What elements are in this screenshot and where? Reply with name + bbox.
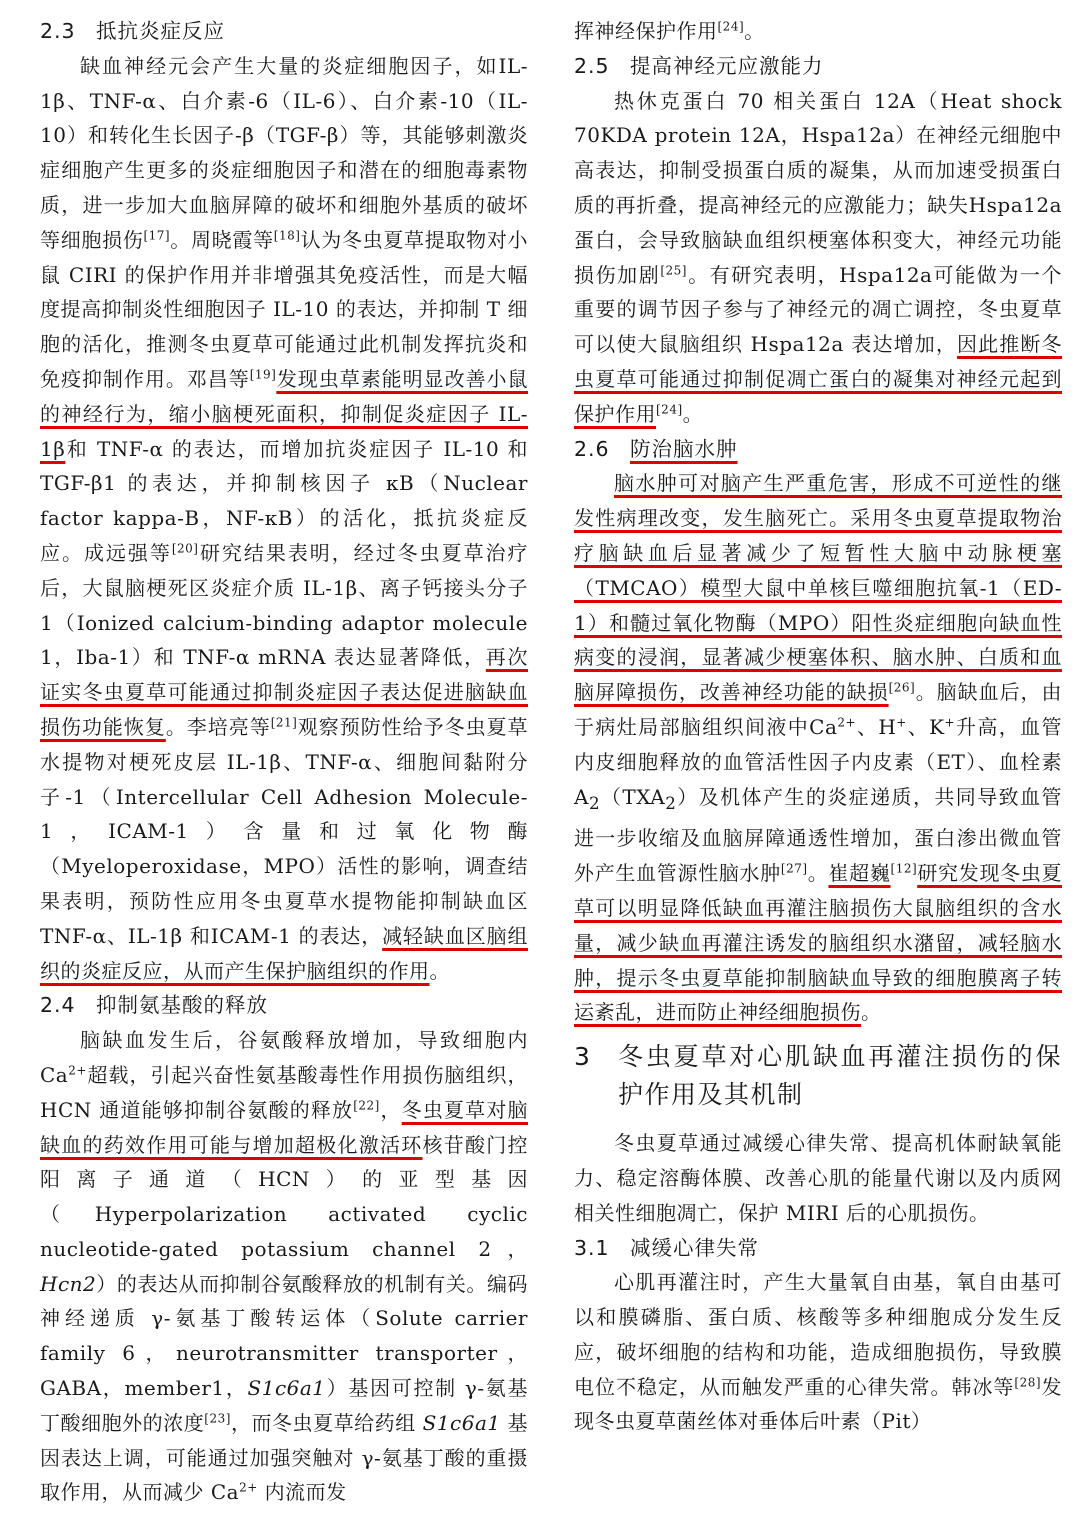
citation: [18]: [273, 228, 301, 243]
superscript: 2+: [239, 1480, 258, 1495]
highlighted-text: 再次证实冬虫夏草可能通过抑制炎症因子表达促进脑缺血损伤功能恢复: [40, 645, 528, 739]
section-2-6-heading: [574, 432, 1062, 467]
text: 心肌再灌注时，产生大量氧自由基，氧自由基可以和膜磷脂、蛋白质、核酸等多种细胞成分发生反应，破坏细胞的结构和功能，造成细胞损伤，导致膜电位不稳定，从而触发严重的心律失常。韩冰等: [574, 1270, 1062, 1399]
superscript: +: [896, 715, 907, 730]
text: 。: [682, 401, 704, 426]
text: 和 TNF-α 的表达，而增加抗炎症因子 IL-10 和TGF-β1 的表达，并抑制核因子 κB（Nuclear factor kappa-B，NF-κB）的活化，抵抗炎症反应。成远强等: [40, 436, 528, 565]
section-number: 2.4: [40, 993, 76, 1018]
subscript: 2: [665, 793, 677, 813]
highlighted-text: 因此推断冬虫夏草可能通过抑制促凋亡蛋白的凝集对神经元起到保护作用: [574, 332, 1062, 426]
citation: [22]: [353, 1098, 380, 1113]
text: 、K: [906, 714, 945, 739]
section-2-5-heading: [574, 49, 1062, 84]
text: 观察预防性给予冬虫夏草水提物对梗死皮层 IL-1β、TNF-α、细胞间黏附分子-1（Intercellular Cell Adhesion Molecule-1，ICAM-1）含量和过氧化物酶（Myeloperoxidase，MPO）活性的影响，调查结果表明，预防性应用冬虫夏草水提物能抑制缺血区 TNF-α、IL-1β 和ICAM-1 的表达，: [40, 714, 529, 948]
text: 。: [807, 861, 829, 886]
text: 。周晓霞等: [170, 227, 274, 252]
text: 发现冬虫夏草菌丝体对垂体后叶素（Pit）: [574, 1374, 1063, 1434]
text: ）及机体产生的炎症递质，共同导致血管进一步收缩及血脑屏障通透性增加，蛋白渗出微血管外产生血管源性脑水肿: [574, 784, 1063, 886]
citation: [12]: [890, 861, 918, 876]
text: 研究结果表明，经过冬虫夏草治疗后，大鼠脑梗死区炎症介质 IL-1β、离子钙接头分子 1（Ionized calcium-binding adaptor molecule 1，Iba-1）和 TNF-α mRNA 表达显著降低，: [40, 540, 529, 670]
left-column: [40, 14, 528, 1510]
paragraph-2-4: [40, 1023, 528, 1510]
citation: [24]: [717, 19, 745, 34]
text: 核苷酸门控阳离子通道（HCN）的亚型基因（Hyperpolarization activated cyclic nucleotide-gated potassium channel 2，: [40, 1132, 528, 1261]
text: 缺血神经元会产生大量的炎症细胞因子，如IL-1β、TNF-α、白介素-6（IL-6）、白介素-10（IL-10）和转化生长因子-β（TGF-β）等，其能够刺激炎症细胞产生更多的炎症细胞因子和潜在的细胞毒素物质，进一步加大血脑屏障的破坏和细胞外基质的破坏等细胞损伤: [40, 53, 528, 252]
text: 基因表达上调，可能通过加强突触对 γ-氨基丁酸的重摄取作用，从而减少 Ca: [40, 1410, 529, 1505]
text: 。脑缺血后，由于病灶局部脑组织间液中Ca: [574, 680, 1063, 739]
citation: [27]: [780, 861, 808, 876]
highlighted-text: 脑水肿可对脑产生严重危害，形成不可逆性的继发性病理改变，发生脑死亡。采用冬虫夏草提取物治疗脑缺血后显著减少了短暂性大脑中动脉梗塞（TMCAO）模型大鼠中单核巨噬细胞抗氧-1（ED-1）和髓过氧化物酶（MPO）阳性炎症细胞向缺血性病变的浸润，显著减少梗塞体积、脑水肿、白质和血脑屏障损伤，改善神经功能的缺损: [574, 471, 1062, 705]
text: 认为冬虫夏草提取物对小鼠 CIRI 的保护作用并非增强其免疫活性，而是大幅度提高抑制炎性细胞因子 IL-10 的表达，并抑制 T 细胞的活化，推测冬虫夏草可能通过此机制发挥抗炎和免疫抑制作用。邓昌等: [40, 227, 529, 391]
citation: [26]: [888, 680, 916, 695]
paragraph-2-4-continued: [574, 14, 1062, 49]
text: 热休克蛋白 70 相关蛋白 12A（Heat shock 70KDA protein 12A，Hspa12a）在神经元细胞中高表达，抑制受损蛋白质的凝集，从而加速受损蛋白质的再折叠，提高神经元的应激能力；缺失Hspa12a 蛋白，会导致脑缺血组织梗塞体积变大，神经元功能损伤加剧: [574, 88, 1062, 287]
text: ）基因可控制 γ-氨基丁酸细胞外的浓度: [40, 1376, 528, 1435]
citation: [23]: [204, 1411, 231, 1426]
section-title: 抵抗炎症反应: [96, 19, 225, 43]
paragraph-2-6: [574, 466, 1062, 1030]
text: ）的表达从而抑制谷氨酸释放的机制有关。编码神经递质 γ-氨基丁酸转运体（Solute carrier family 6，neurotransmitter transporter，GABA，member1，: [40, 1271, 528, 1401]
text: 。有研究表明，Hspa12a可能做为一个重要的调节因子参与了神经元的凋亡调控，冬虫夏草可以使大鼠脑组织 Hspa12a 表达增加，: [574, 262, 1062, 357]
text: 、H: [856, 714, 897, 739]
superscript: 2+: [837, 715, 857, 730]
text: 挥神经保护作用: [574, 19, 718, 43]
gene-name: Hcn2: [40, 1271, 97, 1296]
superscript: +: [944, 715, 956, 730]
text: ，: [379, 1097, 402, 1122]
section-title: 抑制氨基酸的释放: [96, 993, 268, 1018]
section-3-heading: [574, 1038, 1062, 1114]
gene-name: S1c6a1: [247, 1376, 326, 1401]
superscript: 2+: [68, 1063, 87, 1078]
text: 升高，血管内皮细胞释放的血管活性因子内皮素（ET）、血栓素 A: [574, 714, 1062, 809]
paragraph-2-3: [40, 49, 528, 989]
highlighted-text: 崔超巍: [828, 861, 891, 886]
text: 。: [429, 958, 450, 983]
text: 。: [861, 1000, 882, 1025]
section-number: 3.1: [574, 1235, 610, 1260]
section-title: 提高神经元应激能力: [630, 53, 824, 78]
section-number: 2.6: [574, 436, 610, 461]
highlighted-text: 发现虫草素能明显改善小鼠的神经行为，缩小脑梗死面积，抑制促炎症因子 IL-1β: [40, 366, 529, 461]
highlighted-text: 冬虫夏草对脑缺血的药效作用可能与增加超极化激活环: [40, 1097, 529, 1157]
text: 。李培亮等: [165, 714, 271, 739]
section-number: 2.5: [574, 53, 610, 78]
paragraph-3-1: [574, 1265, 1062, 1439]
text: 内流而发: [257, 1480, 347, 1505]
section-number: 2.3: [40, 19, 76, 43]
text: （TXA: [600, 784, 666, 809]
citation: [25]: [660, 262, 687, 277]
section-title: 减缓心律失常: [630, 1235, 759, 1260]
citation: [20]: [171, 541, 199, 556]
paragraph-2-5: [574, 84, 1062, 432]
text: 脑缺血发生后，谷氨酸释放增加，导致细胞内Ca: [40, 1028, 528, 1087]
text: ，而冬虫夏草给药组: [230, 1410, 423, 1435]
citation: [28]: [1014, 1375, 1042, 1390]
text: 超载，引起兴奋性氨基酸毒性作用损伤脑组织，HCN 通道能够抑制谷氨酸的释放: [40, 1062, 528, 1122]
section-number: 3: [574, 1042, 592, 1072]
text: 。: [744, 19, 765, 43]
right-column: [574, 14, 1062, 1439]
section-2-4-heading: [40, 988, 528, 1023]
paragraph-3: 冬虫夏草通过减缓心律失常、提高机体耐缺氧能力、稳定溶酶体膜、改善心肌的能量代谢以及内质网相关性细胞凋亡，保护 MIRI 后的心肌损伤。: [574, 1131, 1062, 1225]
citation: [24]: [656, 402, 683, 417]
citation: [21]: [270, 715, 298, 730]
section-title: 冬虫夏草对心肌缺血再灌注损伤的保护作用及其机制: [618, 1042, 1062, 1110]
citation: [19]: [249, 367, 277, 382]
highlighted-text: 减轻缺血区脑组织的炎症反应，从而产生保护脑组织的作用: [40, 923, 528, 983]
subscript: 2: [588, 793, 601, 813]
citation: [17]: [143, 228, 171, 243]
gene-name: S1c6a1: [422, 1410, 501, 1435]
section-title: 防治脑水肿: [630, 436, 738, 461]
section-2-3-heading: [40, 14, 528, 49]
highlighted-text: 研究发现冬虫夏草可以明显降低缺血再灌注脑损伤大鼠脑组织的含水量，减少缺血再灌注诱发的脑组织水潴留，减轻脑水肿，提示冬虫夏草能抑制脑缺血导致的细胞膜离子转运紊乱，进而防止神经细胞损伤: [574, 861, 1063, 1025]
section-3-1-heading: [574, 1231, 1062, 1266]
